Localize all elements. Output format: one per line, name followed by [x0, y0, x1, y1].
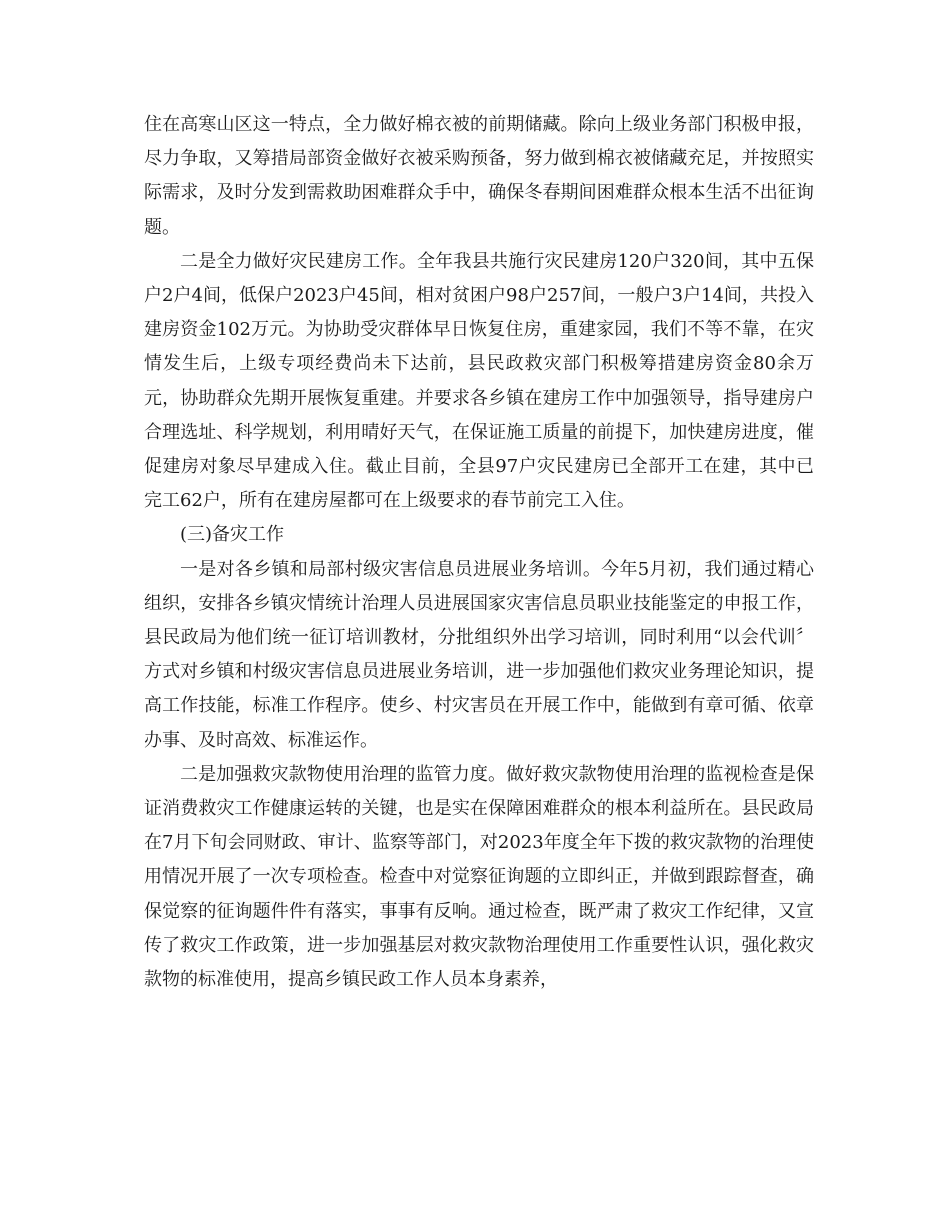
paragraph-housing-reconstruction: 二是全力做好灾民建房工作。全年我县共施行灾民建房120户320间，其中五保户2户4间，低保户2023户45间，相对贫困户98户257间，一般户3户14间，共投入建房资金102万元。为协助受灾群体早日恢复住房，重建家园，我们不等不靠，在灾情发生后，上级专项经费尚未下达前，县民政救灾部门积极筹措建房资金80余万元，协助群众先期开展恢复重建。并要求各乡镇在建房工作中加强领导，指导建房户合理选址、科学规划，利用晴好天气，在保证施工质量的前提下，加快建房进度，催促建房对象尽早建成入住。截止目前，全县97户灾民建房已全部开工在建，其中已完工62户，所有在建房屋都可在上级要求的春节前完工入住。 [144, 250, 814, 512]
section-heading-disaster-preparedness: (三)备灾工作 [180, 524, 285, 546]
paragraph-cotton-storage: 住在高寒山区这一特点，全力做好棉衣被的前期储藏。除向上级业务部门积极申报，尽力争取，又筹措局部资金做好衣被采购预备，努力做到棉衣被储藏充足，并按照实际需求，及时分发到需救助困难群众手中，确保冬春期间困难群众根本生活不出征询题。 [144, 114, 814, 238]
paragraph-fund-supervision: 二是加强救灾款物使用治理的监管力度。做好救灾款物使用治理的监视检查是保证消费救灾工作健康运转的关键，也是实在保障困难群众的根本利益所在。县民政局在7月下旬会同财政、审计、监察等部门，对2023年度全年下拨的救灾款物的治理使用情况开展了一次专项检查。检查中对觉察征询题的立即纠正，并做到跟踪督查，确保觉察的征询题件件有落实，事事有反响。通过检查，既严肃了救灾工作纪律，又宣传了救灾工作政策，进一步加强基层对救灾款物治理使用工作重要性认识，强化救灾款物的标准使用，提高乡镇民政工作人员本身素养， [144, 763, 814, 991]
paragraph-informant-training: 一是对各乡镇和局部村级灾害信息员进展业务培训。今年5月初，我们通过精心组织，安排各乡镇灾情统计治理人员进展国家灾害信息员职业技能鉴定的申报工作，县民政局为他们统一征订培训教材，分批组织外出学习培训，同时利用“以会代训〞方式对乡镇和村级灾害信息员进展业务培训，进一步加强他们救灾业务理论知识，提高工作技能，标准工作程序。使乡、村灾害员在开展工作中，能做到有章可循、依章办事、及时高效、标准运作。 [144, 558, 814, 751]
document-body [144, 108, 814, 997]
